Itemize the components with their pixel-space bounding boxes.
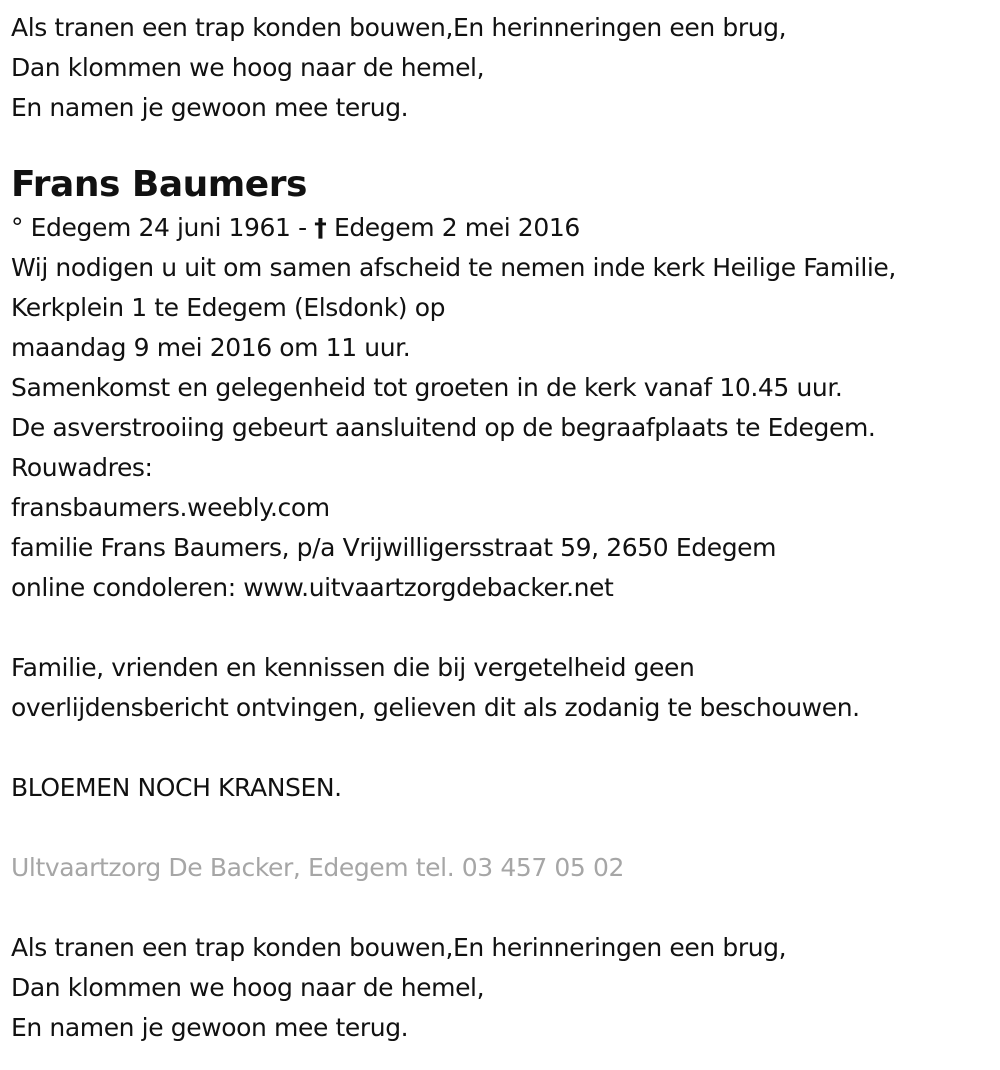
mourning-address: familie Frans Baumers, p/a Vrijwilligersstraat 59, 2650 Edegem (11, 533, 777, 562)
notice-line: Familie, vrienden en kennissen die bij vergetelheid geen (11, 653, 695, 682)
date-separator: - (298, 213, 307, 242)
poem-line: Dan klommen we hoog naar de hemel, (11, 973, 485, 1002)
cross-icon: † (314, 213, 327, 242)
spacer (11, 808, 1000, 848)
detail-line: Kerkplein 1 te Edegem (Elsdonk) op (11, 293, 446, 322)
detail-line: maandag 9 mei 2016 om 11 uur. (11, 333, 411, 362)
poem-bottom (11, 928, 1000, 1048)
death-date: Edegem 2 mei 2016 (333, 213, 580, 242)
notice-line: overlijdensbericht ontvingen, gelieven dit als zodanig te beschouwen. (11, 693, 860, 722)
birth-date: Edegem 24 juni 1961 (30, 213, 291, 242)
spacer (11, 728, 1000, 768)
poem-line: En namen je gewoon mee terug. (11, 1013, 409, 1042)
notice (11, 648, 1000, 728)
ceremony-details (11, 248, 1000, 608)
poem-line: Als tranen een trap konden bouwen,En herinneringen een brug, (11, 13, 787, 42)
poem-line: En namen je gewoon mee terug. (11, 93, 409, 122)
flowers-note: BLOEMEN NOCH KRANSEN. (11, 773, 342, 802)
poem-line: Dan klommen we hoog naar de hemel, (11, 53, 485, 82)
detail-line: De asverstrooiing gebeurt aansluitend op de begraafplaats te Edegem. (11, 413, 876, 442)
spacer (11, 888, 1000, 928)
life-dates (11, 208, 1000, 248)
birth-symbol: ° (11, 213, 24, 242)
website-link[interactable]: fransbaumers.weebly.com (11, 493, 330, 522)
online-condolence-link[interactable]: online condoleren: www.uitvaartzorgdebacker.net (11, 573, 614, 602)
detail-line: Wij nodigen u uit om samen afscheid te nemen inde kerk Heilige Familie, (11, 253, 896, 282)
deceased-name: Frans Baumers (11, 164, 307, 205)
poem-top (11, 8, 1000, 128)
mourning-address-label: Rouwadres: (11, 453, 153, 482)
detail-line: Samenkomst en gelegenheid tot groeten in de kerk vanaf 10.45 uur. (11, 373, 843, 402)
undertaker-contact: Ultvaartzorg De Backer, Edegem tel. 03 457 05 02 (11, 853, 624, 882)
spacer (11, 608, 1000, 648)
poem-line: Als tranen een trap konden bouwen,En herinneringen een brug, (11, 933, 787, 962)
